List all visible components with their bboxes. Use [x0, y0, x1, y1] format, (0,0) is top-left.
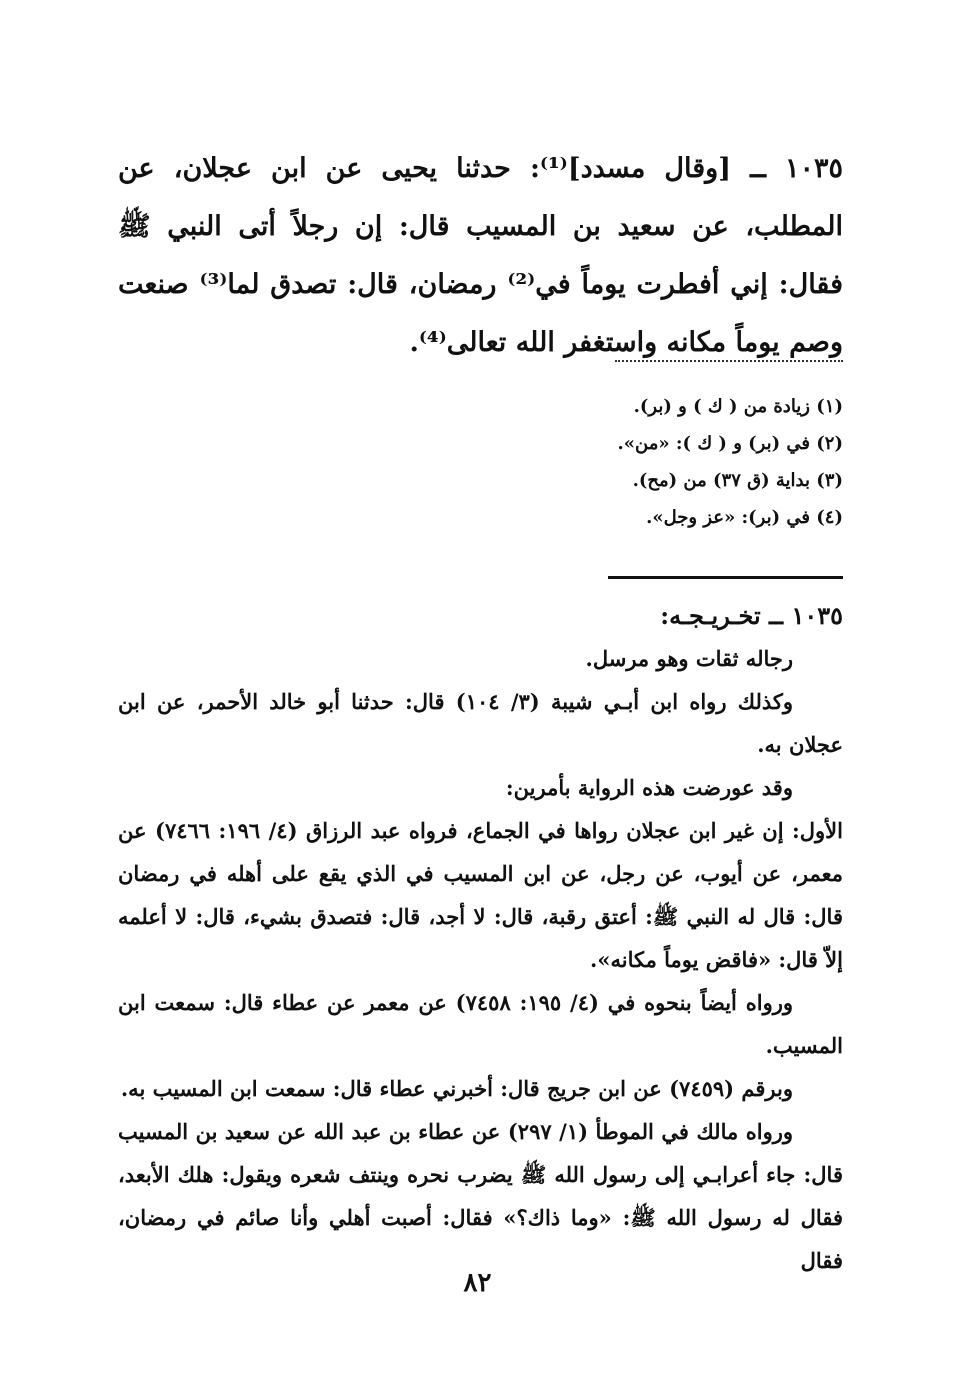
- takhrij-paragraph: وكذلك رواه ابن أبـي شيبة (٣/ ١٠٤) قال: حدثنا أبو خالد الأحمر، عن ابن عجلان به.: [118, 689, 843, 757]
- takhrij-paragraph: وبرقم (٧٤٥٩) عن ابن جريج قال: أخبرني عطاء قال: سمعت ابن المسيب به.: [120, 1076, 793, 1101]
- section-divider: [608, 576, 843, 579]
- footnotes: [118, 388, 843, 536]
- takhrij-paragraph: الأول: إن غير ابن عجلان رواها في الجماع، فرواه عبد الرزاق (٤/ ١٩٦: ٧٤٦٦) عن معمر، عن أيوب، عن رجل، عن ابن المسيب في الذي يقع على أهله في رمضان قال: قال له النبي ﷺ: أعتق رقبة، قال: لا أجد، قال: فتصدق بشيء، قال: لا أعلمه إلاّ قال: «فاقض يوماً مكانه».: [118, 818, 843, 972]
- footnote-4: (٤) في (بر): «عز وجل».: [646, 507, 843, 528]
- footnote-separator: [615, 360, 843, 362]
- takhrij-paragraph: ورواه أيضاً بنحوه في (٤/ ١٩٥: ٧٤٥٨) عن معمر عن عطاء قال: سمعت ابن المسيب.: [118, 990, 843, 1058]
- takhrij-heading: ١٠٣٥ ــ تخـريـجـه:: [660, 601, 843, 630]
- footnote-1: (١) زيادة من ( ك ) و (بر).: [633, 396, 843, 417]
- takhrij-paragraph: وقد عورضت هذه الرواية بأمرين:: [505, 775, 793, 800]
- page-number: ٨٢: [463, 1268, 492, 1298]
- takhrij-section: [118, 594, 843, 1282]
- footnote-3: (٣) بداية (ق ٣٧) من (مح).: [632, 470, 843, 491]
- main-hadith-text: [118, 140, 843, 372]
- takhrij-paragraph: رجاله ثقات وهو مرسل.: [585, 646, 793, 671]
- footnote-2: (٢) في (بر) و ( ك ): «من».: [617, 433, 843, 454]
- hadith-paragraph: ١٠٣٥ ــ [وقال مسدد]⁽¹⁾: حدثنا يحيى عن ابن عجلان، عن المطلب، عن سعيد بن المسيب قال: إن رجلاً أتى النبي ﷺ فقال: إني أفطرت يوماً في⁽²⁾ رمضان، قال: تصدق لما⁽³⁾ صنعت وصم يوماً مكانه واستغفر الله تعالى⁽⁴⁾.: [118, 153, 843, 358]
- takhrij-paragraph: ورواه مالك في الموطأ (١/ ٢٩٧) عن عطاء بن عبد الله عن سعيد بن المسيب قال: جاء أعرابـي إلى رسول الله ﷺ يضرب نحره وينتف شعره ويقول: هلك الأبعد، فقال له رسول الله ﷺ: «وما ذاك؟» فقال: أصبت أهلي وأنا صائم في رمضان، فقال: [118, 1119, 843, 1273]
